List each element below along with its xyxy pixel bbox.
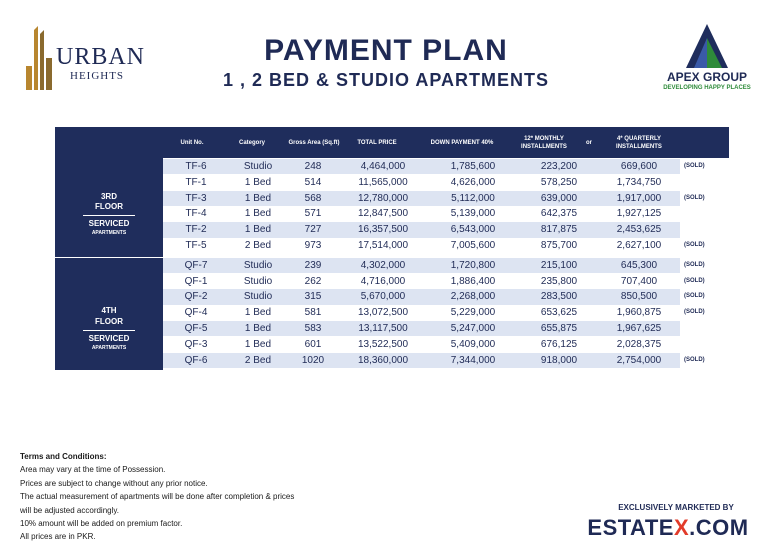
- estatex-domain: .COM: [689, 515, 749, 540]
- cell-total-price: 18,360,000: [357, 354, 409, 366]
- cell-unit: QF-1: [184, 275, 208, 287]
- header-or: or: [586, 139, 592, 146]
- cell-monthly: 817,875: [540, 224, 578, 236]
- floor-number: 4TH: [101, 306, 117, 315]
- cell-monthly: 918,000: [540, 354, 578, 366]
- cell-area: 568: [304, 192, 322, 204]
- cell-quarterly: 2,453,625: [616, 224, 662, 236]
- cell-down-payment: 4,626,000: [450, 176, 496, 188]
- serviced-label: SERVICED: [88, 334, 130, 343]
- table-row: [163, 159, 680, 174]
- table-row: [163, 258, 680, 273]
- sold-status: (SOLD): [684, 356, 705, 363]
- cell-unit: TF-5: [185, 240, 207, 251]
- cell-quarterly: 1,734,750: [616, 176, 662, 188]
- cell-area: 571: [304, 208, 322, 220]
- cell-total-price: 5,670,000: [360, 291, 406, 303]
- cell-total-price: 4,302,000: [360, 259, 406, 271]
- cell-quarterly: 1,967,625: [616, 323, 662, 334]
- cell-down-payment: 5,247,000: [450, 323, 496, 334]
- cell-area: 1020: [301, 354, 325, 366]
- cell-total-price: 4,716,000: [360, 275, 406, 287]
- cell-total-price: 12,847,500: [357, 208, 409, 220]
- cell-monthly: 642,375: [540, 208, 578, 220]
- table-header: [55, 127, 729, 158]
- cell-area: 581: [304, 307, 322, 319]
- cell-quarterly: 669,600: [620, 161, 658, 172]
- sold-status: (SOLD): [684, 242, 705, 248]
- cell-total-price: 13,072,500: [357, 307, 409, 319]
- cell-down-payment: 1,886,400: [450, 275, 496, 287]
- apex-triangle-icon: [686, 24, 728, 68]
- cell-category: Studio: [243, 259, 273, 271]
- estatex-x: X: [673, 515, 690, 540]
- cell-monthly: 283,500: [540, 291, 578, 303]
- cell-category: 2 Bed: [244, 240, 272, 251]
- cell-unit: QF-2: [184, 291, 208, 303]
- cell-category: 1 Bed: [244, 208, 272, 220]
- cell-down-payment: 1,785,600: [450, 161, 496, 172]
- page-title: PAYMENT PLAN: [264, 34, 508, 67]
- cell-category: 1 Bed: [244, 176, 272, 188]
- cell-quarterly: 1,927,125: [616, 208, 662, 220]
- cell-down-payment: 7,005,600: [450, 240, 496, 251]
- cell-area: 262: [304, 275, 322, 287]
- estatex-word: ESTATE: [587, 515, 674, 540]
- cell-total-price: 13,522,500: [357, 338, 409, 350]
- table-row: [163, 175, 680, 190]
- cell-unit: TF-2: [185, 224, 207, 236]
- cell-area: 601: [304, 338, 322, 350]
- cell-down-payment: 5,139,000: [450, 208, 496, 220]
- cell-quarterly: 1,917,000: [616, 192, 662, 204]
- cell-down-payment: 6,543,000: [450, 224, 496, 236]
- cell-area: 239: [304, 259, 322, 271]
- cell-category: 1 Bed: [244, 307, 272, 319]
- cell-down-payment: 5,229,000: [450, 307, 496, 319]
- cell-category: 2 Bed: [244, 354, 272, 366]
- apartments-label: APARTMENTS: [91, 230, 127, 236]
- cell-total-price: 11,565,000: [358, 176, 408, 188]
- header-unit: Unit No.: [180, 139, 204, 146]
- cell-quarterly: 2,627,100: [616, 240, 662, 251]
- cell-monthly: 223,200: [540, 161, 578, 172]
- cell-down-payment: 7,344,000: [450, 354, 496, 366]
- table-row: [163, 274, 680, 289]
- cell-down-payment: 5,112,000: [451, 192, 495, 204]
- sold-status: (SOLD): [684, 261, 705, 268]
- logo-word-heights: HEIGHTS: [70, 70, 125, 82]
- header-quarterly: 4* QUARTERLY INSTALLMENTS: [616, 135, 662, 150]
- cell-monthly: 578,250: [540, 176, 578, 188]
- cell-unit: QF-4: [184, 307, 208, 319]
- group-third-floor: [55, 158, 163, 257]
- cell-quarterly: 2,028,375: [616, 338, 662, 350]
- cell-unit: QF-6: [184, 354, 208, 366]
- apex-tagline: DEVELOPING HAPPY PLACES: [663, 85, 751, 91]
- cell-category: Studio: [243, 291, 273, 303]
- cell-quarterly: 645,300: [620, 259, 658, 271]
- cell-down-payment: 5,409,000: [450, 338, 496, 350]
- table-row: [163, 222, 680, 237]
- apex-group-logo: [648, 24, 768, 96]
- logo-word-urban: URBAN: [56, 44, 146, 70]
- cell-area: 514: [304, 176, 322, 188]
- sold-status: (SOLD): [684, 293, 705, 300]
- cell-unit: QF-5: [184, 323, 208, 334]
- terms-line: The actual measurement of apartments will be done after completion & prices: [20, 492, 295, 502]
- divider: [83, 215, 135, 216]
- table-row: [163, 353, 680, 368]
- divider: [83, 330, 135, 331]
- cell-category: Studio: [243, 161, 273, 172]
- cell-category: 1 Bed: [244, 192, 272, 204]
- serviced-label: SERVICED: [88, 219, 130, 228]
- terms-line: All prices are in PKR.: [20, 532, 96, 542]
- terms-line: will be adjusted accordingly.: [20, 505, 120, 515]
- cell-unit: TF-6: [185, 161, 207, 172]
- terms-line: Prices are subject to change without any prior notice.: [20, 478, 208, 488]
- cell-total-price: 12,780,000: [357, 192, 409, 204]
- cell-unit: TF-1: [185, 176, 207, 188]
- floor-number: 3RD: [100, 192, 117, 201]
- cell-monthly: 639,000: [540, 192, 578, 204]
- group-fourth-floor: [55, 258, 163, 370]
- cell-category: 1 Bed: [244, 323, 272, 334]
- cell-quarterly: 2,754,000: [616, 354, 662, 366]
- cell-total-price: 13,117,500: [358, 323, 408, 334]
- terms-heading: Terms and Conditions:: [20, 452, 107, 461]
- cell-down-payment: 2,268,000: [450, 291, 496, 303]
- cell-monthly: 655,875: [540, 323, 578, 334]
- header-monthly: 12* MONTHLY INSTALLMENTS: [521, 135, 567, 150]
- cell-quarterly: 707,400: [620, 275, 658, 287]
- apartments-label: APARTMENTS: [91, 345, 127, 351]
- cell-category: Studio: [243, 275, 273, 287]
- cell-total-price: 16,357,500: [357, 224, 409, 236]
- table-row: [163, 305, 680, 320]
- header-area: Gross Area (Sq.ft): [288, 139, 340, 146]
- cell-unit: TF-4: [185, 208, 207, 220]
- table-row: [163, 206, 680, 221]
- cell-monthly: 653,625: [540, 307, 578, 319]
- cell-quarterly: 1,960,875: [616, 307, 662, 319]
- floor-label: FLOOR: [95, 317, 123, 326]
- table-row: [163, 191, 680, 206]
- apex-brand-name: APEX GROUP: [666, 70, 747, 84]
- cell-area: 727: [304, 224, 322, 236]
- exclusively-marketed-label: EXCLUSIVELY MARKETED BY: [618, 503, 734, 512]
- cell-monthly: 235,800: [540, 275, 578, 287]
- cell-unit: TF-3: [185, 192, 207, 204]
- table-row: [163, 238, 680, 253]
- cell-monthly: 676,125: [540, 338, 578, 350]
- sold-status: (SOLD): [684, 309, 705, 316]
- cell-unit: QF-3: [184, 338, 208, 350]
- cell-total-price: 4,464,000: [360, 161, 406, 172]
- cell-area: 248: [304, 161, 322, 172]
- cell-area: 973: [304, 240, 322, 251]
- table-row: [163, 337, 680, 352]
- header-category: Category: [238, 139, 265, 146]
- cell-monthly: 215,100: [540, 259, 578, 271]
- page-subtitle: 1 , 2 BED & STUDIO APARTMENTS: [222, 70, 550, 90]
- cell-monthly: 875,700: [540, 240, 578, 251]
- floor-label: FLOOR: [95, 202, 123, 211]
- header-down: DOWN PAYMENT 40%: [430, 139, 494, 146]
- terms-and-conditions: [20, 450, 294, 544]
- sold-status: (SOLD): [684, 163, 705, 169]
- table-row: [163, 289, 680, 304]
- sold-status: (SOLD): [684, 194, 705, 201]
- cell-area: 583: [304, 323, 322, 334]
- cell-category: 1 Bed: [244, 338, 272, 350]
- table-row: [163, 321, 680, 336]
- cell-total-price: 17,514,000: [357, 240, 409, 251]
- terms-line: Area may vary at the time of Possession.: [20, 465, 166, 475]
- terms-line: 10% amount will be added on premium factor.: [20, 519, 183, 529]
- sold-status: (SOLD): [684, 277, 705, 284]
- cell-quarterly: 850,500: [620, 291, 658, 303]
- cell-area: 315: [304, 291, 322, 303]
- cell-down-payment: 1,720,800: [450, 259, 496, 271]
- cell-category: 1 Bed: [244, 224, 272, 236]
- header-total: TOTAL PRICE: [357, 139, 397, 146]
- estatex-logo: [582, 515, 754, 541]
- cell-unit: QF-7: [184, 259, 208, 271]
